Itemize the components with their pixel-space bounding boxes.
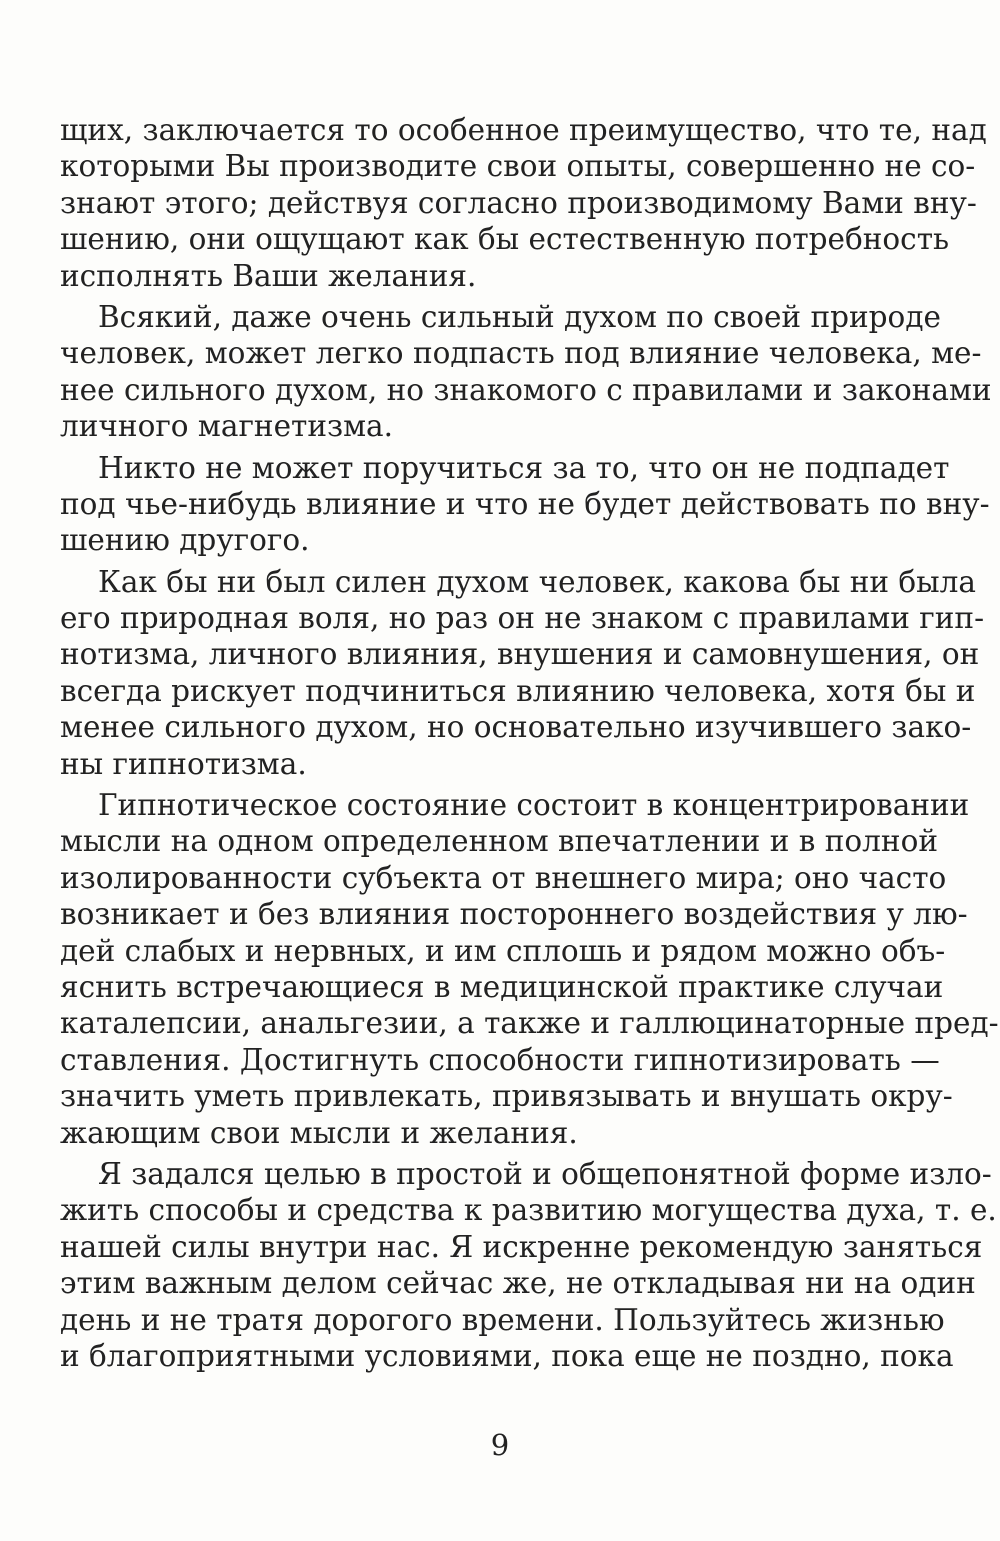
text-line: этим важным делом сейчас же, не откладывая ни на один — [60, 1266, 976, 1301]
paragraph-3 — [60, 450, 990, 559]
text-line: знают этого; действуя согласно производимому Вами вну- — [60, 185, 977, 220]
text-line: шению, они ощущают как бы естественную потребность — [60, 222, 950, 257]
text-line: возникает и без влияния постороннего воздействия у лю- — [60, 897, 968, 932]
text-line: личного магнетизма. — [60, 409, 394, 444]
text-line: мысли на одном определенном впечатлении и в полной — [60, 824, 938, 859]
text-line: день и не тратя дорогого времени. Пользуйтесь жизнью — [60, 1302, 945, 1337]
text-line: яснить встречающиеся в медицинской практике случаи — [60, 969, 944, 1004]
text-line: жающим свои мысли и желания. — [60, 1115, 578, 1150]
text-line: Как бы ни был силен духом человек, какова бы ни была — [98, 564, 976, 599]
paragraph-5 — [60, 787, 999, 1151]
paragraph-4 — [60, 564, 985, 782]
text-line: шению другого. — [60, 523, 310, 558]
text-line: исполнять Ваши желания. — [60, 258, 477, 293]
text-line: ны гипнотизма. — [60, 746, 307, 781]
text-line: Я задался целью в простой и общепонятной форме изло- — [98, 1156, 992, 1191]
paragraph-6 — [60, 1156, 997, 1374]
text-line: которыми Вы производите свои опыты, совершенно не со- — [60, 149, 976, 184]
text-line: нотизма, личного влияния, внушения и самовнушения, он — [60, 637, 980, 672]
text-line: Всякий, даже очень сильный духом по своей природе — [98, 299, 941, 334]
text-line: Гипнотическое состояние состоит в концентрировании — [98, 788, 970, 823]
text-line: каталепсии, анальгезии, а также и галлюцинаторные пред- — [60, 1006, 999, 1041]
text-line: человек, может легко подпасть под влияние человека, ме- — [60, 336, 982, 371]
text-line: менее сильного духом, но основательно изучившего зако- — [60, 710, 972, 745]
paragraph-2 — [60, 299, 992, 445]
text-line: ставления. Достигнуть способности гипнотизировать — — [60, 1042, 940, 1077]
text-line: изолированности субъекта от внешнего мира; оно часто — [60, 860, 947, 895]
text-line: под чье-нибудь влияние и что не будет действовать по вну- — [60, 486, 990, 521]
text-line: значить уметь привлекать, привязывать и внушать окру- — [60, 1079, 953, 1114]
text-line: нее сильного духом, но знакомого с правилами и законами — [60, 372, 992, 407]
page-number: 9 — [490, 1428, 510, 1462]
text-line: всегда рискует подчиниться влиянию человека, хотя бы и — [60, 673, 976, 708]
text-line: щих, заключается то особенное преимущество, что те, над — [60, 113, 987, 147]
text-line: Никто не может поручиться за то, что он не подпадет — [98, 450, 950, 485]
text-line: жить способы и средства к развитию могущества духа, т. е. — [60, 1193, 997, 1228]
text-line: его природная воля, но раз он не знаком с правилами гип- — [60, 601, 985, 636]
text-line: и благоприятными условиями, пока еще не поздно, пока — [60, 1338, 954, 1373]
page-text — [60, 112, 999, 1379]
paragraph-1 — [60, 112, 987, 294]
text-line: дей слабых и нервных, и им сплошь и рядом можно объ- — [60, 933, 946, 968]
text-line: нашей силы внутри нас. Я искренне рекомендую заняться — [60, 1229, 983, 1264]
